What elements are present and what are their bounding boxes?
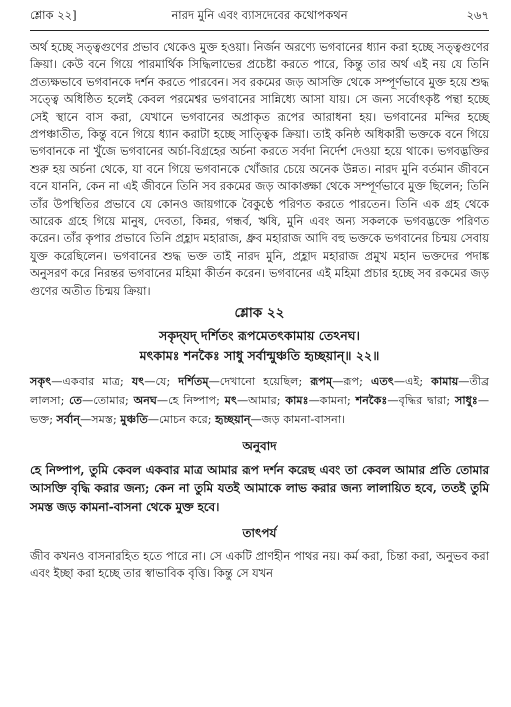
synonym-entry (178, 375, 298, 388)
synonym-term: অনঘ (133, 393, 157, 408)
synonym-meaning: —তীব্র লালসা (30, 375, 490, 408)
synonym-meaning: —ভক্ত (30, 394, 490, 427)
header-chapter-title: নারদ মুনি এবং ব্যাসদেবের কথোপকথন (171, 8, 348, 22)
synonym-term: সকৃৎ (30, 374, 52, 389)
synonym-meaning: —আমার (236, 394, 277, 408)
header-verse-ref: শ্লোক ২২] (30, 8, 77, 22)
synonym-entry (120, 413, 208, 426)
translation-title: অনুবাদ (242, 439, 277, 454)
synonym-term: এতৎ (370, 374, 394, 389)
synonym-entry (225, 394, 277, 407)
synonym-meaning: —যে (144, 375, 167, 389)
synonym-meaning: —দেখানো হয়েছিল (208, 375, 299, 389)
synonym-entry (30, 375, 120, 388)
synonym-meaning: —জড় কামনা-বাসনা (250, 413, 342, 427)
synonym-meaning: —সমস্ত (80, 413, 113, 427)
verse-line-1: সকৃদ্‌যদ্‌ দর্শিতং রূপমেতৎকামায় তেঽনঘ। (159, 328, 360, 344)
verse-label: শ্লোক ২২ (234, 305, 285, 322)
synonym-entry (57, 413, 113, 426)
purport-text: জীব কখনও বাসনারহিত হতে পারে না। সে একটি প্রাণহীন পাথর নয়। কর্ম করা, চিন্তা করা, অনুভব করা এবং ইচ্ছা করা হচ্ছে তার স্বাভাবিক বৃত্তি। কিন্তু সে যখন (30, 548, 489, 581)
synonyms-block: সকৃৎ—একবার মাত্র; যৎ—যে; দর্শিতম্‌—দেখানো হয়েছিল; রূপম্‌—রূপ; এতৎ—এই; কামায়—তীব্র লালসা; তে—তোমার; অনঘ—হে নিষ্পাপ; মৎ—আমার; কামঃ—কামনা; শনকৈঃ—বৃদ্ধির দ্বারা; সাধুঃ—ভক্ত; সর্বান্‌—সমস্ত; মুঞ্চতি—মোচন করে; হৃচ্ছয়ান্‌—জড় কামনা-বাসনা। (30, 374, 490, 427)
synonym-term: শনকৈঃ (355, 393, 388, 408)
synonym-term: হৃচ্ছয়ান্‌ (215, 412, 251, 427)
synonym-meaning: —হে নিষ্পাপ (156, 394, 217, 408)
synonym-entry (285, 394, 347, 407)
purport-title: তাৎপর্য (242, 525, 277, 540)
synonym-meaning: —বৃদ্ধির দ্বারা (387, 394, 447, 408)
synonym-entry (134, 394, 217, 407)
synonym-term: মৎ (224, 393, 237, 408)
synonym-meaning: —তোমার (82, 394, 126, 408)
synonym-term: সাধুঃ (454, 393, 478, 408)
synonym-term: মুঞ্চতি (120, 412, 148, 427)
synonym-meaning: —মোচন করে (147, 413, 208, 427)
header-page-number: ২৬৭ (466, 8, 489, 22)
synonym-term: কামঃ (285, 393, 309, 408)
synonym-term: দর্শিতম্‌ (178, 374, 209, 389)
synonym-term: তে (69, 393, 83, 408)
page-header (30, 0, 489, 31)
synonym-term: রূপম্‌ (310, 374, 333, 389)
body-paragraph: অর্থ হচ্ছে সত্ত্বগুণের প্রভাব থেকেও মুক্ত হওয়া। নির্জন অরণ্যে ভগবানের ধ্যান করা হচ্ছে সত্ত্বগুণের ক্রিয়া। কেউ বনে গিয়ে পারমার্থিক সিদ্ধিলাভের প্রচেষ্টা করতে পারে, কিন্তু তার অর্থ এই নয় যে তিনি প্রত্যক্ষভাবে ভগবানকে দর্শন করতে পারবেন। সব রকমের জড় আসক্তি থেকে সম্পূর্ণভাবে মুক্ত হয়ে শুদ্ধ সত্ত্বে অধিষ্ঠিত হলেই কেবল পরমেশ্বর ভগবানের সান্নিধ্যে আসা যায়। সে জন্য সর্বোৎকৃষ্ট পন্থা হচ্ছে সেই স্থানে বাস করা, যেখানে ভগবানের অপ্রাকৃত রূপের আরাধনা হয়। ভগবানের মন্দির হচ্ছে প্রপঞ্চাতীত, কিন্তু বনে গিয়ে ধ্যান করাটা হচ্ছে সাত্ত্বিক ক্রিয়া। তাই কনিষ্ঠ অধিকারী ভক্তকে বনে গিয়ে ভগবানকে না খুঁজে ভগবানের অর্চা-বিগ্রহের অর্চনা করতে সর্বদা নির্দেশ দেওয়া হয়ে থাকে। ভগবদ্ভক্তির শুরু হয় অর্চনা থেকে, যা বনে গিয়ে ভগবানকে খোঁজার চেয়ে অনেক উন্নত। নারদ মুনি বর্তমান জীবনে বনে যাননি, কেন না এই জীবনে তিনি সব রকমের জড় আকাঙ্ক্ষা থেকে সম্পূর্ণভাবে মুক্ত ছিলেন; তিনি তাঁর উপস্থিতির প্রভাবে যে কোনও জায়গাকে বৈকুণ্ঠে পরিণত করতে পারতেন। তিনি এক গ্রহ থেকে আরেক গ্রহে গিয়ে মানুষ, দেবতা, কিন্নর, গন্ধর্ব, ঋষি, মুনি এবং অন্য সকলকে ভগবদ্ভক্তে পরিণত করেন। তাঁর কৃপার প্রভাবে তিনি প্রহ্লাদ মহারাজ, ধ্রুব মহারাজ আদি বহু ভক্তকে ভগবানের চিন্ময় সেবায় যুক্ত করেছিলেন। ভগবানের শুদ্ধ ভক্ত তাই নারদ মুনি, প্রহ্লাদ মহারাজ প্রমুখ মহান ভক্তদের পদাঙ্ক অনুসরণ করে নিরন্তর ভগবানের মহিমা কীর্তন করেন। ভগবানের এই মহিমা প্রচার হচ্ছে সব রকমের জড় গুণের অতীত চিন্ময় ক্রিয়া। (30, 40, 489, 298)
synonym-entry (356, 394, 447, 407)
synonym-meaning: —একবার মাত্র (51, 375, 121, 389)
synonym-meaning: —রূপ (332, 375, 360, 389)
synonym-entry (371, 375, 419, 388)
synonym-meaning: —এই (393, 375, 420, 389)
synonym-term: কামায় (431, 374, 459, 389)
synonym-term: যৎ (131, 374, 145, 389)
verse-line-2: মৎকামঃ শনকৈঃ সাধু সর্বান্মুঞ্চতি হৃচ্ছয়ান্‌॥ ২২॥ (139, 348, 380, 364)
synonym-entry (69, 394, 125, 407)
synonym-entry (215, 413, 341, 426)
translation-text: হে নিষ্পাপ, তুমি কেবল একবার মাত্র আমার রূপ দর্শন করেছ এবং তা কেবল আমার প্রতি তোমার আসক্তি বৃদ্ধি করার জন্য; কেন না তুমি যতই আমাকে লাভ করার জন্য লালায়িত হবে, ততই তুমি সমস্ত জড় কামনা-বাসনা থেকে মুক্ত হবে। (30, 463, 489, 514)
synonym-entry (310, 375, 359, 388)
synonym-entry (132, 375, 167, 388)
synonym-meaning: —কামনা (308, 394, 348, 408)
synonym-term: সর্বান্‌ (56, 412, 81, 427)
